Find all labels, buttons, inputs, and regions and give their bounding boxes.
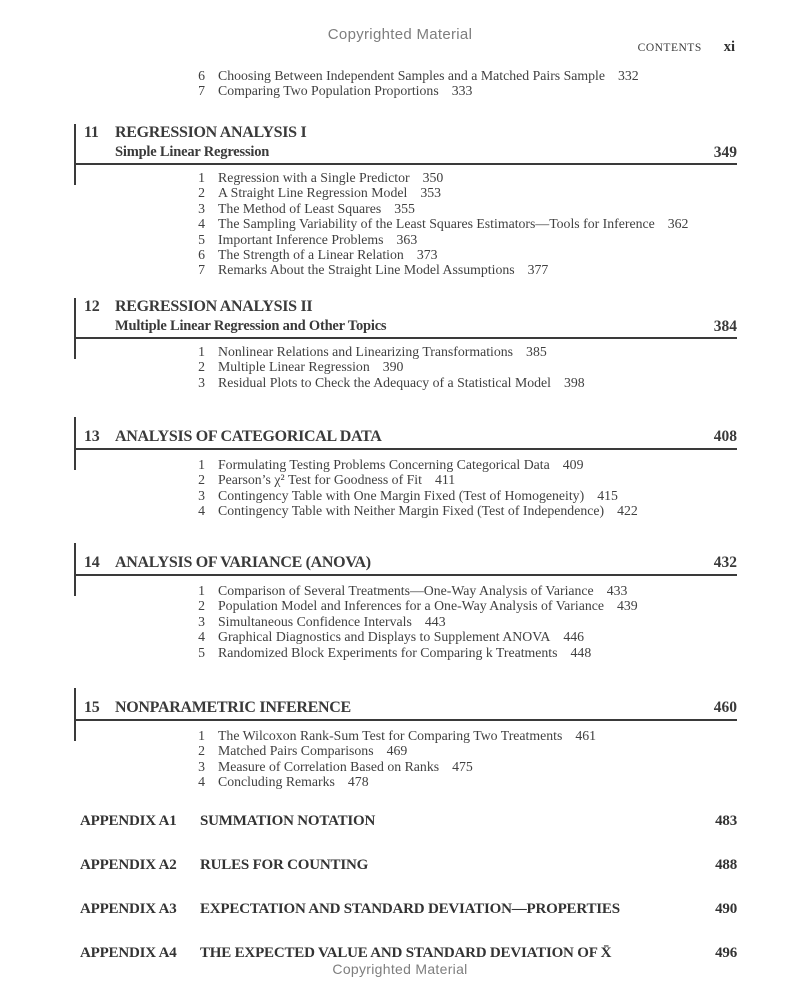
appendix-page-number: 488: [715, 857, 737, 873]
appendix-row: [80, 857, 737, 874]
appendix-row: [80, 901, 737, 918]
section-row: [75, 728, 596, 743]
section-number: 1: [198, 728, 205, 743]
section-number: 2: [198, 743, 205, 759]
section-page-number: 373: [416, 247, 438, 263]
chapter-page-number: 460: [713, 699, 737, 716]
chapter-rule: [75, 448, 737, 450]
section-page-number: 443: [424, 613, 446, 629]
chapter-title: REGRESSION ANALYSIS I: [115, 124, 307, 141]
section-number: 1: [198, 170, 205, 185]
appendix-row: [80, 813, 737, 830]
section-number: 7: [198, 83, 205, 99]
section-row: [75, 262, 688, 277]
section-title: A Straight Line Regression Model: [218, 185, 408, 201]
section-row: [75, 488, 638, 503]
section-page-number: 433: [606, 583, 628, 598]
section-row: [75, 216, 688, 231]
running-header: [638, 38, 735, 56]
section-title: Graphical Diagnostics and Displays to Supplement ANOVA: [218, 629, 551, 645]
section-page-number: 475: [452, 758, 473, 774]
chapter-number: 14: [84, 554, 100, 571]
section-list: [75, 583, 638, 660]
section-page-number: 422: [617, 503, 638, 519]
section-page-number: 469: [386, 743, 408, 759]
section-number: 3: [198, 200, 205, 216]
section-number: 5: [198, 231, 205, 247]
section-page-number: 409: [562, 457, 584, 472]
section-page-number: 355: [394, 200, 415, 216]
appendix-label: APPENDIX A2: [80, 857, 177, 873]
section-page-number: 439: [616, 598, 638, 614]
section-number: 2: [198, 472, 205, 488]
section-number: 2: [198, 598, 205, 614]
section-number: 7: [198, 262, 205, 278]
section-number: 5: [198, 644, 205, 660]
chapter-rule: [75, 574, 737, 576]
section-title: Concluding Remarks: [218, 774, 335, 790]
section-row: [75, 759, 596, 774]
section-page-number: 461: [575, 728, 597, 743]
section-page-number: 411: [434, 472, 456, 488]
section-number: 1: [198, 457, 205, 472]
section-number: 3: [198, 374, 205, 390]
contents-header-label: CONTENTS: [637, 42, 702, 54]
continuation-section-list: [75, 68, 639, 99]
appendix-title: RULES FOR COUNTING: [200, 857, 369, 873]
section-number: 1: [198, 583, 205, 598]
section-row: [75, 472, 638, 487]
section-row: [75, 359, 585, 374]
section-row: [75, 457, 638, 472]
section-page-number: 478: [347, 774, 369, 790]
section-title: Residual Plots to Check the Adequacy of a Statistical Model: [218, 374, 551, 390]
chapter-title: NONPARAMETRIC INFERENCE: [115, 699, 351, 716]
section-title: Regression with a Single Predictor: [218, 170, 410, 185]
section-title: Pearson’s χ² Test for Goodness of Fit: [218, 472, 422, 488]
chapter-title: ANALYSIS OF CATEGORICAL DATA: [115, 428, 382, 445]
section-page-number: 448: [570, 644, 592, 660]
section-page-number: 333: [451, 83, 473, 99]
section-page-number: 390: [382, 359, 404, 375]
section-number: 6: [198, 247, 205, 263]
section-page-number: 385: [526, 344, 547, 359]
chapter-rule: [75, 337, 737, 339]
chapter-page-number: 432: [713, 554, 737, 571]
section-number: 3: [198, 487, 205, 503]
section-number: 1: [198, 344, 205, 359]
section-title: The Strength of a Linear Relation: [218, 247, 404, 263]
section-row: [75, 68, 639, 83]
section-title: Important Inference Problems: [218, 231, 384, 247]
section-title: Comparison of Several Treatments—One-Way Analysis of Variance: [218, 583, 594, 598]
chapter-number: 13: [84, 428, 100, 445]
chapter-page-number: 408: [713, 428, 737, 445]
chapter-number: 12: [84, 298, 100, 315]
section-number: 3: [198, 758, 205, 774]
section-number: 4: [198, 503, 205, 519]
appendix-page-number: 483: [715, 813, 737, 829]
section-row: [75, 344, 585, 359]
chapter-page-number: 349: [713, 144, 737, 161]
section-page-number: 446: [563, 629, 585, 645]
chapter-rule: [75, 719, 737, 721]
chapter-subtitle: Multiple Linear Regression and Other Topics: [115, 318, 387, 334]
section-row: [75, 774, 596, 789]
section-row: [75, 247, 688, 262]
section-row: [75, 375, 585, 390]
chapter-page-number: 384: [713, 318, 737, 335]
section-list: [75, 457, 638, 519]
section-row: [75, 629, 638, 644]
section-page-number: 350: [422, 170, 444, 185]
chapter-title: REGRESSION ANALYSIS II: [115, 298, 313, 315]
appendix-page-number: 496: [715, 945, 737, 961]
section-title: The Sampling Variability of the Least Squares Estimators—Tools for Inference: [218, 216, 655, 232]
section-title: Formulating Testing Problems Concerning Categorical Data: [218, 457, 550, 472]
section-title: Population Model and Inferences for a One-Way Analysis of Variance: [218, 598, 604, 614]
appendix-title: EXPECTATION AND STANDARD DEVIATION—PROPERTIES: [200, 901, 620, 917]
chapter-title: ANALYSIS OF VARIANCE (ANOVA): [115, 554, 371, 571]
section-list: [75, 728, 596, 790]
section-number: 2: [198, 359, 205, 375]
section-title: Comparing Two Population Proportions: [218, 83, 439, 99]
section-title: Simultaneous Confidence Intervals: [218, 613, 412, 629]
section-title: Contingency Table with Neither Margin Fixed (Test of Independence): [218, 503, 605, 519]
section-list: [75, 170, 688, 278]
appendix-label: APPENDIX A3: [80, 901, 177, 917]
appendix-label: APPENDIX A1: [80, 813, 177, 829]
section-page-number: 332: [618, 68, 639, 83]
section-row: [75, 201, 688, 216]
section-page-number: 353: [420, 185, 442, 201]
chapter-rule: [75, 163, 737, 165]
section-row: [75, 583, 638, 598]
section-row: [75, 645, 638, 660]
section-number: 4: [198, 216, 205, 232]
appendix-title: SUMMATION NOTATION: [200, 813, 376, 829]
section-title: The Method of Least Squares: [218, 200, 382, 216]
section-row: [75, 743, 596, 758]
section-title: The Wilcoxon Rank-Sum Test for Comparing Two Treatments: [218, 728, 563, 743]
section-title: Choosing Between Independent Samples and a Matched Pairs Sample: [218, 68, 605, 83]
section-title: Multiple Linear Regression: [218, 359, 370, 375]
appendix-row: [80, 945, 737, 962]
chapter-number: 11: [84, 124, 99, 141]
section-title: Matched Pairs Comparisons: [218, 743, 374, 759]
section-number: 3: [198, 613, 205, 629]
section-list: [75, 344, 585, 390]
section-title: Measure of Correlation Based on Ranks: [218, 758, 440, 774]
section-page-number: 398: [564, 374, 585, 390]
section-number: 4: [198, 774, 205, 790]
section-row: [75, 185, 688, 200]
section-row: [75, 232, 688, 247]
section-title: Nonlinear Relations and Linearizing Transformations: [218, 344, 514, 359]
section-row: [75, 503, 638, 518]
watermark-bottom: Copyrighted Material: [332, 961, 468, 977]
watermark-top: Copyrighted Material: [327, 26, 473, 43]
section-page-number: 363: [396, 231, 418, 247]
section-row: [75, 83, 639, 98]
section-title: Contingency Table with One Margin Fixed (Test of Homogeneity): [218, 487, 585, 503]
section-title: Randomized Block Experiments for Comparing k Treatments: [218, 644, 558, 660]
section-page-number: 362: [667, 216, 689, 232]
section-page-number: 415: [597, 487, 618, 503]
appendix-label: APPENDIX A4: [80, 945, 177, 961]
appendix-title: THE EXPECTED VALUE AND STANDARD DEVIATION OF X̄: [200, 945, 612, 961]
appendix-page-number: 490: [715, 901, 737, 917]
section-number: 2: [198, 185, 205, 201]
section-number: 6: [198, 68, 205, 83]
section-page-number: 377: [527, 262, 549, 278]
section-row: [75, 170, 688, 185]
section-row: [75, 598, 638, 613]
chapter-subtitle: Simple Linear Regression: [115, 144, 270, 160]
section-number: 4: [198, 629, 205, 645]
section-title: Remarks About the Straight Line Model Assumptions: [218, 262, 515, 278]
chapter-number: 15: [84, 699, 100, 716]
page-roman-numeral: xi: [723, 39, 735, 55]
section-row: [75, 614, 638, 629]
